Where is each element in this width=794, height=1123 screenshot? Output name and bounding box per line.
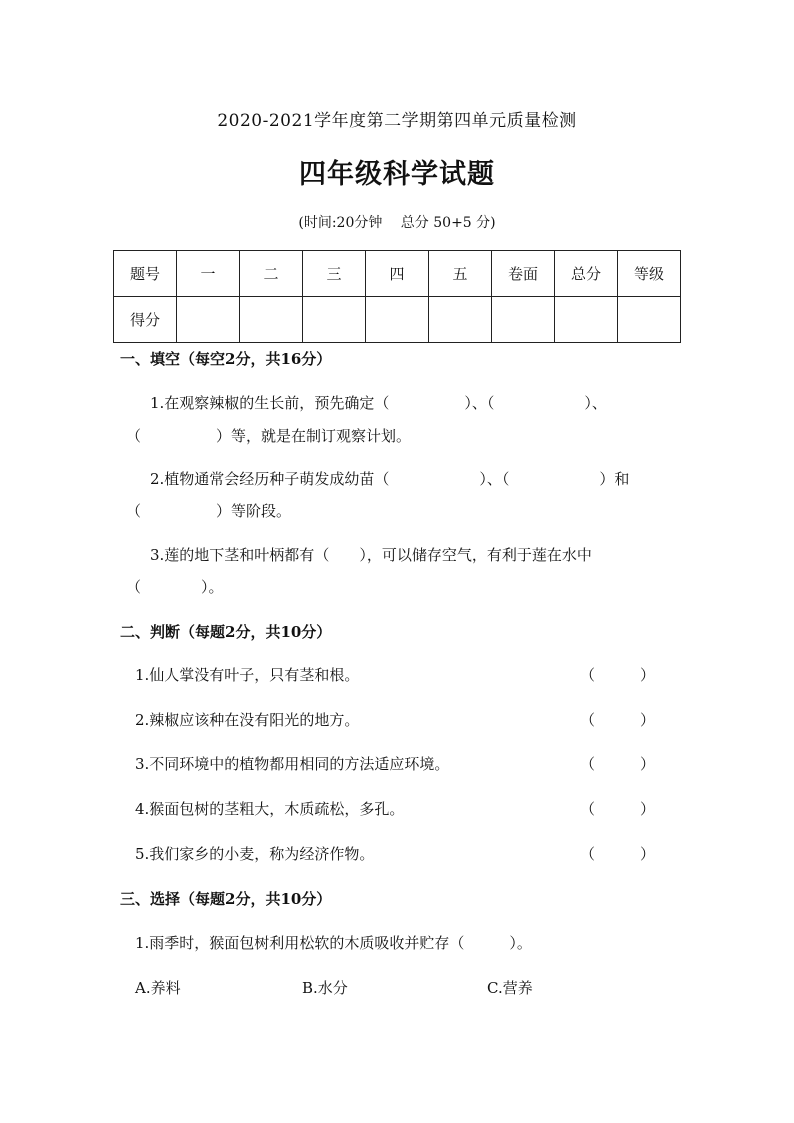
score-table-cell: 一 — [177, 251, 240, 297]
score-input-cell[interactable] — [618, 297, 681, 343]
score-input-cell[interactable] — [240, 297, 303, 343]
score-table-cell: 二 — [240, 251, 303, 297]
section-heading-true-false: 二、判断（每题2分，共10分） — [120, 623, 332, 641]
score-table-cell: 三 — [303, 251, 366, 297]
answer-paren[interactable]: （ ） — [580, 666, 656, 684]
score-input-cell[interactable] — [177, 297, 240, 343]
score-table-cell: 四 — [366, 251, 429, 297]
score-table-cell: 题号 — [114, 251, 177, 297]
score-table-cell: 卷面 — [492, 251, 555, 297]
fill-question-3-line-2: （ ）。 — [126, 578, 224, 596]
exam-title: 四年级科学试题 — [299, 159, 495, 190]
fill-question-3-line-1: 3.莲的地下茎和叶柄都有（ ），可以储存空气，有利于莲在水中 — [150, 546, 592, 564]
choice-option-c[interactable]: C.营养 — [487, 979, 533, 997]
fill-question-1-line-2: （ ）等，就是在制订观察计划。 — [126, 427, 412, 445]
score-input-cell[interactable] — [555, 297, 618, 343]
true-false-item-4: 4.猴面包树的茎粗大，木质疏松，多孔。 — [135, 800, 405, 818]
score-input-cell[interactable] — [366, 297, 429, 343]
score-input-cell[interactable] — [429, 297, 492, 343]
true-false-item-5: 5.我们家乡的小麦，称为经济作物。 — [135, 845, 375, 863]
true-false-item-2: 2.辣椒应该种在没有阳光的地方。 — [135, 711, 360, 729]
score-table-cell: 得分 — [114, 297, 177, 343]
answer-paren[interactable]: （ ） — [580, 711, 656, 729]
score-input-cell[interactable] — [492, 297, 555, 343]
score-table-cell: 总分 — [555, 251, 618, 297]
score-table-cell: 五 — [429, 251, 492, 297]
score-table-header-row — [114, 251, 681, 297]
choice-option-a[interactable]: A.养料 — [135, 979, 181, 997]
score-table-cell: 等级 — [618, 251, 681, 297]
fill-question-2-line-1: 2.植物通常会经历种子萌发成幼苗（ ）、（ ）和 — [150, 470, 630, 488]
score-table — [113, 250, 681, 343]
answer-paren[interactable]: （ ） — [580, 755, 656, 773]
exam-subtitle: (时间:20分钟 总分 50+5 分) — [298, 215, 496, 231]
fill-question-1-line-1: 1.在观察辣椒的生长前，预先确定（ ）、（ ）、 — [150, 394, 607, 412]
score-table-score-row — [114, 297, 681, 343]
choice-option-b[interactable]: B.水分 — [302, 979, 348, 997]
score-input-cell[interactable] — [303, 297, 366, 343]
answer-paren[interactable]: （ ） — [580, 800, 656, 818]
true-false-item-1: 1.仙人掌没有叶子，只有茎和根。 — [135, 666, 360, 684]
exam-term-line: 2020-2021学年度第二学期第四单元质量检测 — [217, 111, 577, 131]
fill-question-2-line-2: （ ）等阶段。 — [126, 502, 292, 520]
section-heading-multiple-choice: 三、选择（每题2分，共10分） — [120, 890, 332, 908]
choice-question-1: 1.雨季时，猴面包树利用松软的木质吸收并贮存（ ）。 — [135, 934, 532, 952]
true-false-item-3: 3.不同环境中的植物都用相同的方法适应环境。 — [135, 755, 450, 773]
answer-paren[interactable]: （ ） — [580, 845, 656, 863]
section-heading-fill-blank: 一、填空（每空2分，共16分） — [120, 350, 332, 368]
